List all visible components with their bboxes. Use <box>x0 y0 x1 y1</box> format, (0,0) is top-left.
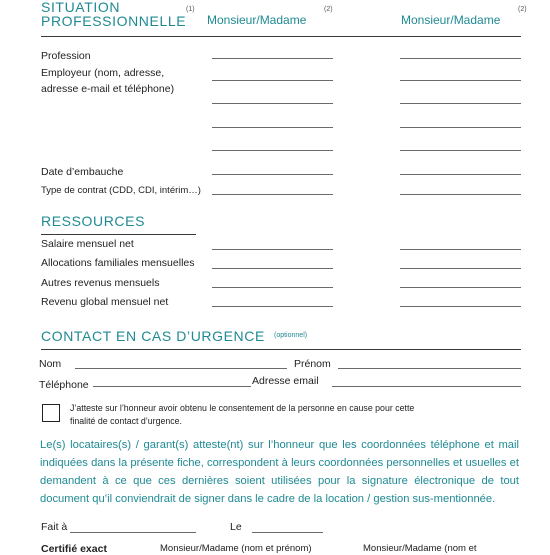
field-allocations-2[interactable] <box>400 268 521 269</box>
field-nom[interactable] <box>75 368 287 369</box>
field-type-contrat-2[interactable] <box>400 194 521 195</box>
label-profession: Profession <box>41 50 91 62</box>
field-autres-1[interactable] <box>212 287 333 288</box>
label-telephone: Téléphone <box>39 379 89 391</box>
field-employeur-1-d[interactable] <box>212 150 333 151</box>
signature-col1-label: Monsieur/Madame (nom et prénom) <box>160 543 312 554</box>
label-le: Le <box>230 521 242 533</box>
field-date-embauche-1[interactable] <box>212 174 333 175</box>
label-employeur-2: adresse e-mail et téléphone) <box>41 83 175 95</box>
consent-text <box>70 402 510 427</box>
field-employeur-1-a[interactable] <box>212 80 333 81</box>
label-type-contrat: Type de contrat (CDD, CDI, intérim…) <box>41 185 201 196</box>
section-title-contact: CONTACT EN CAS D’URGENCE <box>41 328 265 344</box>
contact-optional-note: (optionnel) <box>274 332 308 339</box>
section-title-situation <box>41 0 186 28</box>
signature-col2-label: Monsieur/Madame (nom et <box>363 543 477 554</box>
label-revenu-global: Revenu global mensuel net <box>41 296 169 308</box>
contact-divider <box>41 349 521 350</box>
column-header-2: Monsieur/Madame <box>401 13 501 27</box>
field-revenu-global-2[interactable] <box>400 306 521 307</box>
field-salaire-2[interactable] <box>400 249 521 250</box>
field-revenu-global-1[interactable] <box>212 306 333 307</box>
field-prenom[interactable] <box>338 368 521 369</box>
field-employeur-2-c[interactable] <box>400 127 521 128</box>
field-autres-2[interactable] <box>400 287 521 288</box>
section-title-line2: PROFESSIONNELLE <box>41 13 187 29</box>
label-prenom: Prénom <box>294 358 331 370</box>
section-divider <box>41 36 521 37</box>
label-fait-a: Fait à <box>41 521 68 533</box>
field-employeur-2-b[interactable] <box>400 103 521 104</box>
field-adresse-email[interactable] <box>332 386 521 387</box>
label-adresse-email: Adresse email <box>252 375 319 387</box>
field-salaire-1[interactable] <box>212 249 333 250</box>
label-autres-revenus: Autres revenus mensuels <box>41 277 160 289</box>
column-header-2-footnote: (2) <box>518 6 527 13</box>
field-employeur-2-d[interactable] <box>400 150 521 151</box>
section-title-ressources: RESSOURCES <box>41 213 146 229</box>
field-type-contrat-1[interactable] <box>212 194 333 195</box>
field-profession-1[interactable] <box>212 58 333 59</box>
field-le[interactable] <box>252 532 323 533</box>
field-date-embauche-2[interactable] <box>400 174 521 175</box>
certifie-exact: Certifié exact <box>41 543 107 555</box>
title-footnote-1: (1) <box>186 6 195 13</box>
section-title-line1: SITUATION <box>41 0 121 15</box>
field-employeur-1-c[interactable] <box>212 127 333 128</box>
column-header-1-footnote: (2) <box>324 6 333 13</box>
consent-checkbox[interactable] <box>42 404 60 422</box>
label-salaire: Salaire mensuel net <box>41 238 134 250</box>
field-profession-2[interactable] <box>400 58 521 59</box>
column-header-1: Monsieur/Madame <box>207 13 307 27</box>
declaration-paragraph: Le(s) locataires(s) / garant(s) atteste(nt) sur l’honneur que les coordonnées téléphone et mail indiquées dans la présente fiche, correspondent à leurs coordonnées personnelles et usuelles et demandent à ce que ces dernières soient utilisées pour la signature électronique de tout document qu’il conviendrait de signer dans le cadre de la location / gestion sus-mentionnée. <box>40 439 519 505</box>
label-employeur-1: Employeur (nom, adresse, <box>41 67 165 79</box>
ressources-divider <box>41 234 196 235</box>
label-date-embauche: Date d’embauche <box>41 166 124 178</box>
label-allocations: Allocations familiales mensuelles <box>41 257 195 269</box>
field-employeur-1-b[interactable] <box>212 103 333 104</box>
label-nom: Nom <box>39 358 62 370</box>
consent-text-line1: J’atteste sur l’honneur avoir obtenu le consentement de la personne en cause pour cette <box>70 403 415 413</box>
consent-text-line2: finalité de contact d’urgence. <box>70 415 182 426</box>
field-fait-a[interactable] <box>70 532 196 533</box>
field-employeur-2-a[interactable] <box>400 80 521 81</box>
field-telephone[interactable] <box>93 386 251 387</box>
field-allocations-1[interactable] <box>212 268 333 269</box>
